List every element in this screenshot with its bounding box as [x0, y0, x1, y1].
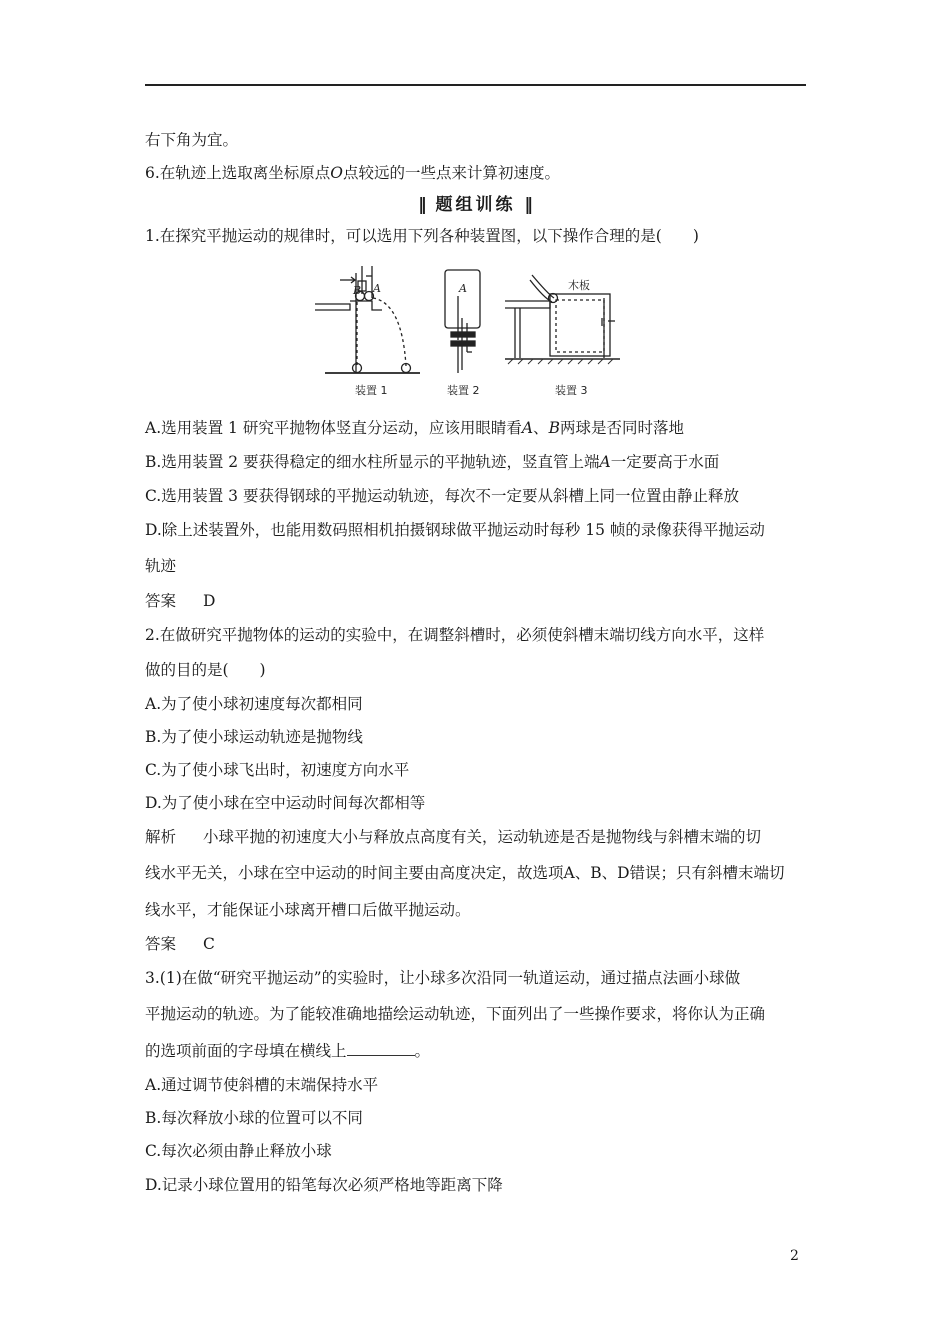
figure-label-a-device1: A: [373, 282, 381, 295]
q1-option-d-line-2: 轨迹: [145, 557, 177, 575]
q3-option-d: D.记录小球位置用的铅笔每次必须严格地等距离下降: [145, 1176, 503, 1194]
figure-label-b: B: [353, 284, 362, 297]
intro-line-1: 右下角为宜。: [145, 131, 239, 149]
title-bar-right: ‖: [524, 195, 533, 215]
figure-caption-device-2: 装置 2: [447, 384, 480, 397]
q1-option-b: B.选用装置 2 要获得稳定的细水柱所显示的平抛轨迹，竖直管上端A一定要高于水面: [145, 453, 720, 471]
answer-blank[interactable]: [347, 1041, 415, 1056]
title-bar-left: ‖: [418, 195, 427, 215]
q2-analysis-line-2: 线水平无关，小球在空中运动的时间主要由高度决定，故选项A、B、D错误；只有斜槽末端切: [145, 864, 785, 882]
q2-analysis-line-3: 线水平，才能保证小球离开槽口后做平抛运动。: [145, 901, 471, 919]
figure-caption-device-3: 装置 3: [555, 384, 588, 397]
intro-line-2: 6.在轨迹上选取离坐标原点O点较远的一些点来计算初速度。: [145, 164, 561, 182]
q3-option-b: B.每次释放小球的位置可以不同: [145, 1109, 363, 1127]
q1-option-a: A.选用装置 1 研究平抛物体竖直分运动，应该用眼睛看A、B两球是否同时落地: [145, 419, 684, 437]
page-number: 2: [790, 1248, 799, 1264]
q2-option-a: A.为了使小球初速度每次都相同: [145, 695, 363, 713]
q2-analysis-line-1: 解析 小球平抛的初速度大小与释放点高度有关，运动轨迹是否是抛物线与斜槽末端的切: [145, 828, 762, 846]
figure-caption-device-1: 装置 1: [355, 384, 388, 397]
q1-option-d-line-1: D.除上述装置外，也能用数码照相机拍摄钢球做平抛运动时每秒 15 帧的录像获得平抛运动: [145, 521, 765, 539]
section-title: ‖ 题组训练 ‖: [418, 195, 533, 215]
apparatus-figure: [310, 258, 630, 403]
q2-answer: 答案 C: [145, 935, 215, 953]
q3-stem-line-2: 平抛运动的轨迹。为了能较准确地描绘运动轨迹，下面列出了一些操作要求，将你认为正确: [145, 1005, 766, 1023]
figure-label-board: 木板: [568, 279, 590, 292]
q3-stem-line-1: 3.(1)在做“研究平抛运动”的实验时，让小球多次沿同一轨道运动，通过描点法画小球做: [145, 969, 741, 987]
q1-option-c: C.选用装置 3 要获得钢球的平抛运动轨迹，每次不一定要从斜槽上同一位置由静止释放: [145, 487, 739, 505]
q3-option-c: C.每次必须由静止释放小球: [145, 1142, 332, 1160]
q2-stem-line-1: 2.在做研究平抛物体的运动的实验中，在调整斜槽时，必须使斜槽末端切线方向水平，这样: [145, 626, 765, 644]
q3-stem-line-3: 的选项前面的字母填在横线上 。: [145, 1042, 431, 1060]
q2-option-c: C.为了使小球飞出时，初速度方向水平: [145, 761, 410, 779]
figure-label-a-device2: A: [459, 282, 467, 295]
q2-option-d: D.为了使小球在空中运动时间每次都相等: [145, 794, 426, 812]
q3-option-a: A.通过调节使斜槽的末端保持水平: [145, 1076, 379, 1094]
q1-answer: 答案 D: [145, 592, 216, 610]
q2-stem-line-2: 做的目的是( ): [145, 661, 266, 679]
device-3-drawing: [505, 275, 620, 359]
q1-stem: 1.在探究平抛运动的规律时，可以选用下列各种装置图，以下操作合理的是( ): [145, 227, 699, 245]
header-rule: [145, 84, 806, 86]
device-1-drawing: [315, 266, 420, 373]
q2-option-b: B.为了使小球运动轨迹是抛物线: [145, 728, 363, 746]
